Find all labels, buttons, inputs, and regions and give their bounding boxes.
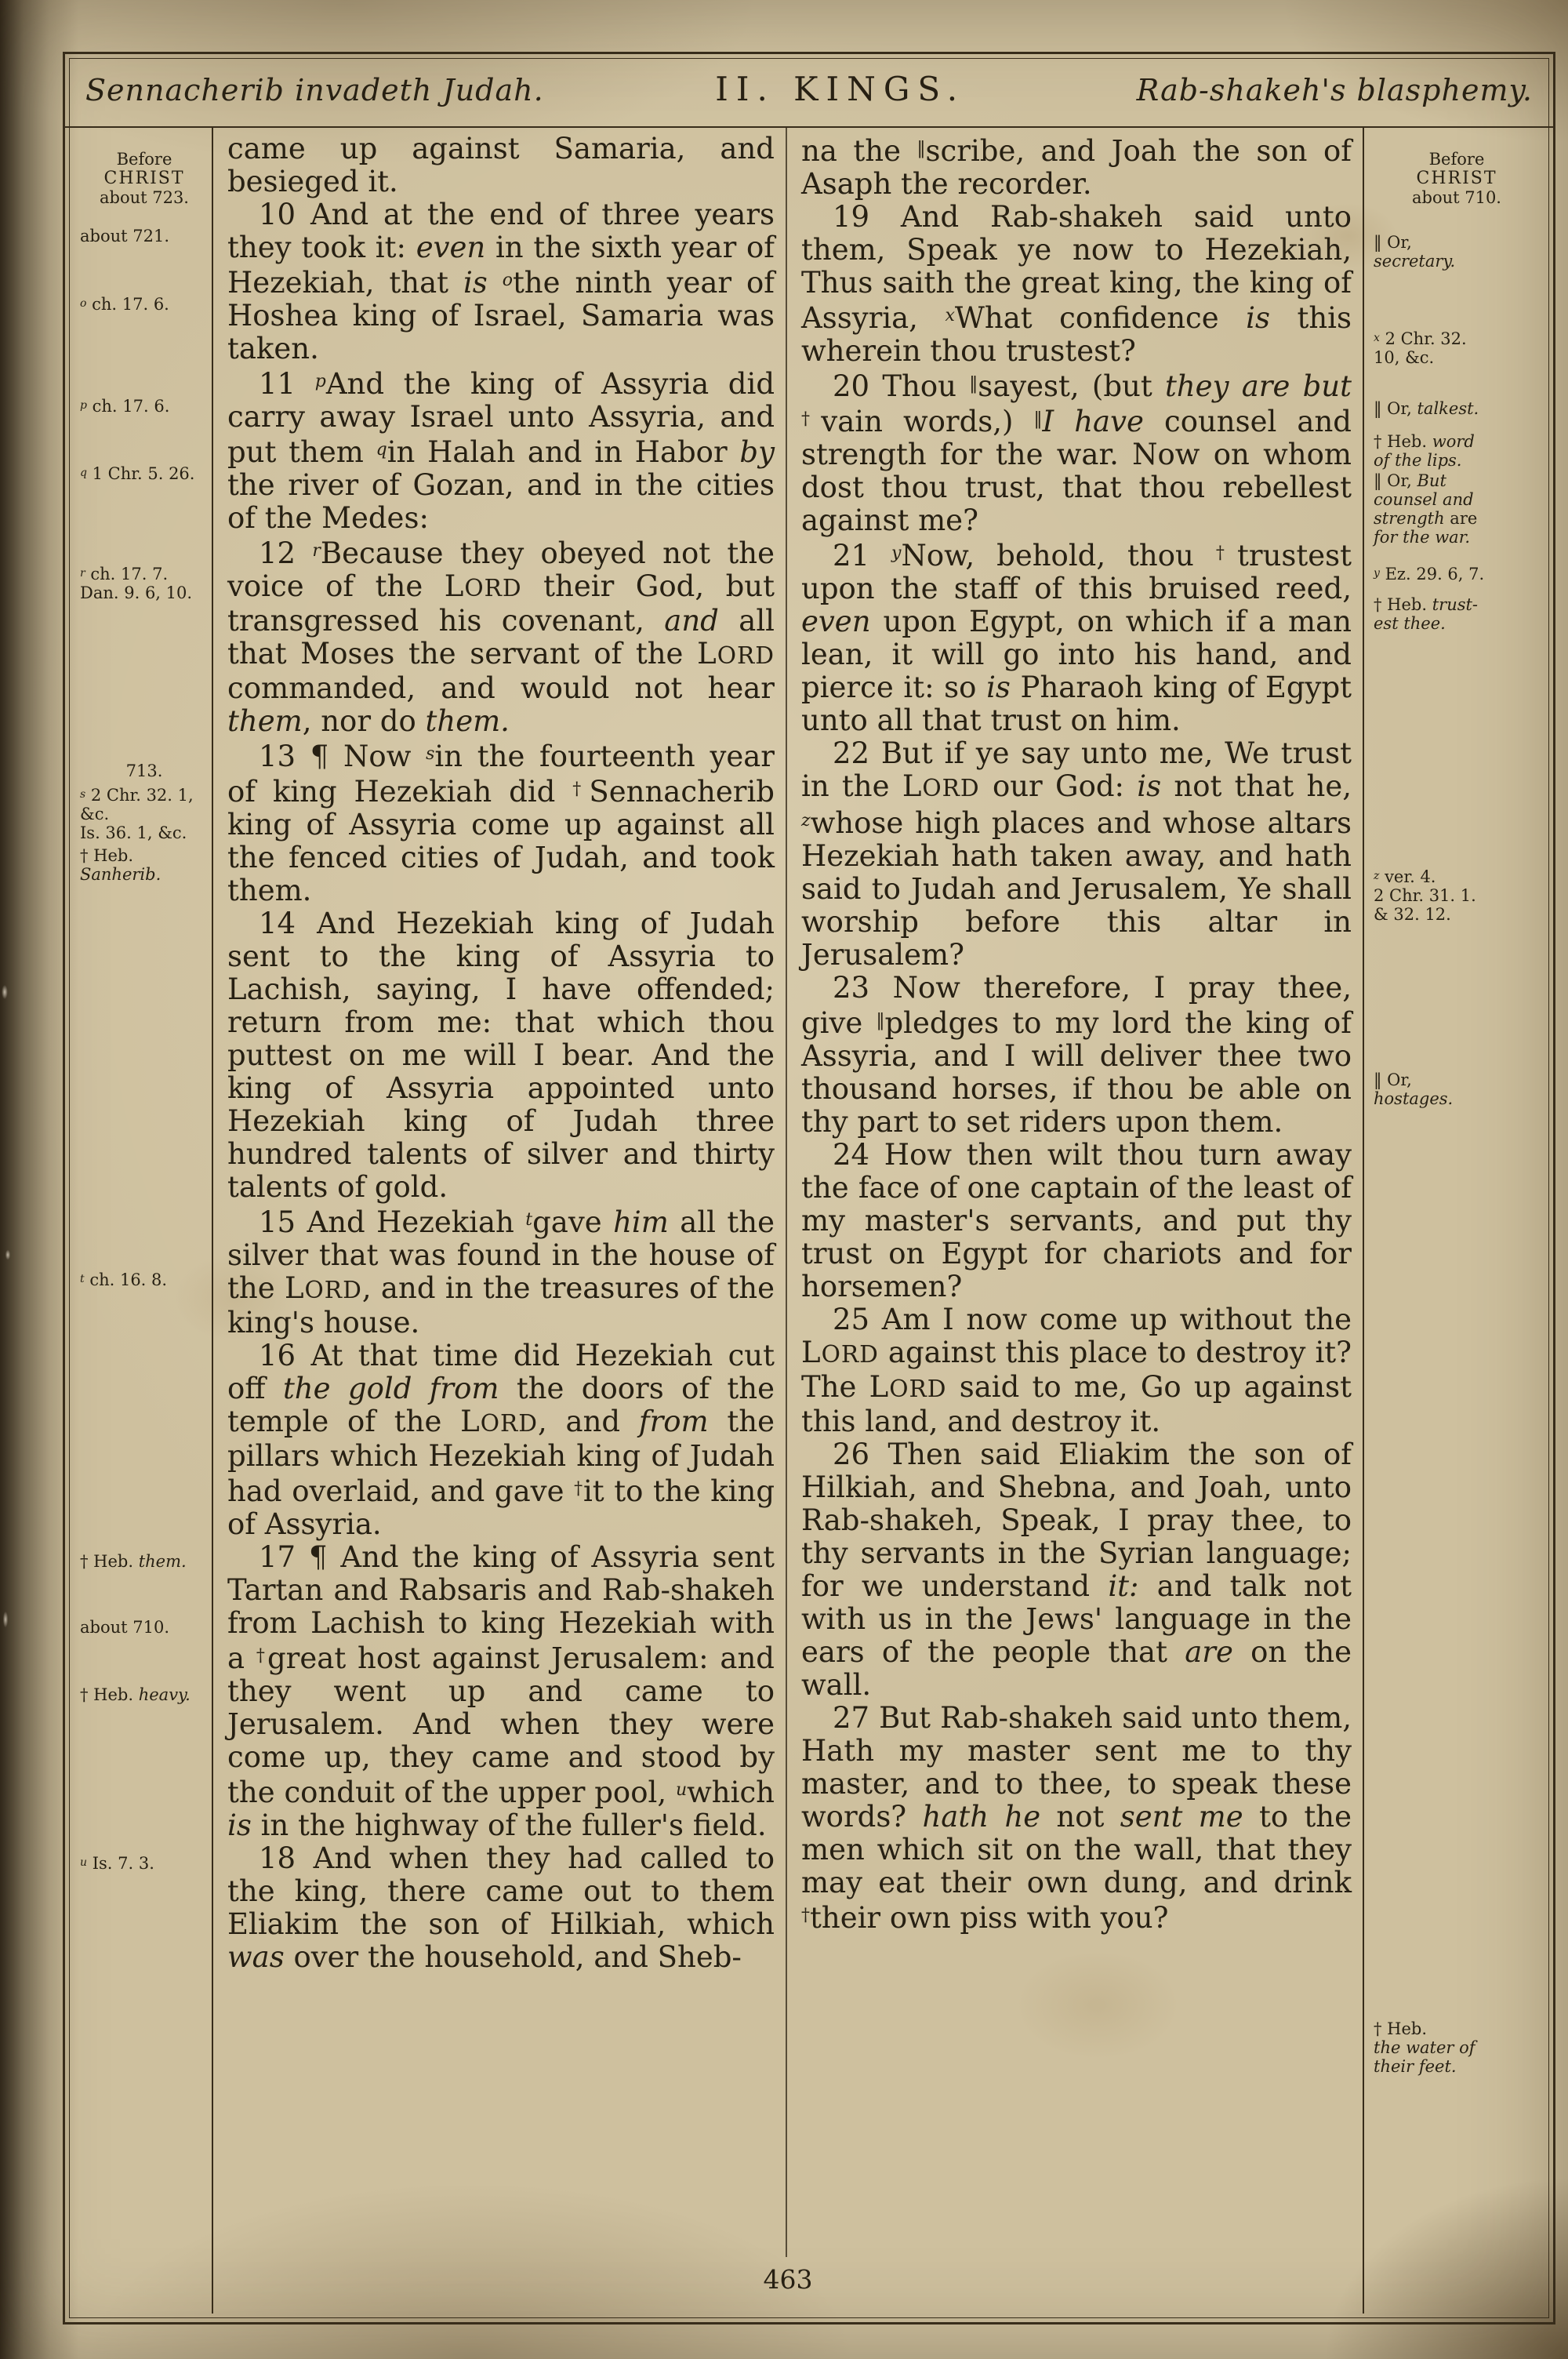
verse-paragraph: 20 Thou ‖sayest, (but they are but †vain words,) ‖I have counsel and strength for the war. Now on whom dost thou trust, that thou rebellest against me? — [801, 369, 1352, 537]
margin-note: about 710. — [80, 1618, 170, 1637]
verse-paragraph: came up against Samaria, and besieged it. — [227, 132, 775, 198]
margin-note: $^x$ 2 Chr. 32. 10, &c. — [1374, 329, 1467, 367]
verse-paragraph: 19 And Rab-shakeh said unto them, Speak ye now to Hezekiah, Thus saith the great king, the king of Assyria, $^x$What confidence is this wherein thou trustest? — [801, 200, 1352, 368]
margin-note: ‖ Or, secretary. — [1374, 233, 1456, 271]
margin-note: $^s$ 2 Chr. 32. 1, &c. Is. 36. 1, &c. — [80, 786, 194, 842]
left-text-column — [213, 128, 786, 2314]
margin-note: † Heb. Sanherib. — [80, 846, 162, 884]
margin-note: about 721. — [80, 227, 170, 245]
margin-note: $^z$ ver. 4. 2 Chr. 31. 1. & 32. 12. — [1374, 867, 1476, 924]
margin-note: $^q$ 1 Chr. 5. 26. — [80, 464, 195, 483]
verse-paragraph: 12 $^r$Because they obeyed not the voice of the LORD their God, but transgressed his covenant, and all that Moses the servant of the LORD commanded, and would not hear them, nor do them. — [227, 536, 775, 738]
margin-note: † Heb. them. — [80, 1552, 187, 1571]
margin-note: ‖ Or, But counsel and strength are for the war. — [1374, 471, 1478, 547]
margin-note: Before CHRIST about 710. — [1411, 150, 1501, 207]
verse-paragraph: 23 Now therefore, I pray thee, give ‖pledges to my lord the king of Assyria, and I will deliver thee two thousand horses, if thou be able on thy part to set riders upon them. — [801, 971, 1352, 1139]
right-margin-notes — [1364, 128, 1544, 2314]
margin-note: ‖ Or, talkest. — [1374, 399, 1479, 418]
verse-paragraph: 25 Am I now come up without the LORD against this place to destroy it? The LORD said to me, Go up against this land, and destroy it. — [801, 1303, 1352, 1438]
verse-paragraph: 22 But if ye say unto me, We trust in the LORD our God: is not that he, $^z$whose high places and whose altars Hezekiah hath taken away, and hath said to Judah and Jerusalem, Ye shall worship before this altar in Jerusalem? — [801, 736, 1352, 972]
margin-note: ‖ Or, hostages. — [1374, 1070, 1454, 1108]
right-text-column — [787, 128, 1363, 2314]
verse-paragraph: na the ‖scribe, and Joah the son of Asaph the recorder. — [801, 134, 1352, 201]
verse-paragraph: 18 And when they had called to the king, there came out to them Eliakim the son of Hilkiah, which was over the household, and Sheb- — [227, 1841, 775, 1974]
margin-note: † Heb. heavy. — [80, 1685, 191, 1704]
margin-note: Before CHRIST about 723. — [99, 150, 189, 207]
left-margin-notes — [74, 128, 212, 2314]
margin-note: $^r$ ch. 17. 7. Dan. 9. 6, 10. — [80, 565, 193, 602]
verse-paragraph: 14 And Hezekiah king of Judah sent to the king of Assyria to Lachish, saying, I have offended; return from me: that which thou puttest on me will I bear. And the king of Assyria appointed unto Hezekiah king of Judah three hundred talents of silver and thirty talents of gold. — [227, 907, 775, 1204]
margin-note: † Heb. word of the lips. — [1374, 432, 1475, 470]
margin-note: $^u$ Is. 7. 3. — [80, 1854, 154, 1873]
verse-paragraph: 27 But Rab-shakeh said unto them, Hath my master sent me to thy master, and to thee, to speak these words? hath he not sent me to the men which sit on the wall, that they may eat their own dung, and drink †their own piss with you? — [801, 1701, 1352, 1935]
margin-note: $^t$ ch. 16. 8. — [80, 1270, 168, 1289]
verse-paragraph: 11 $^p$And the king of Assyria did carry away Israel unto Assyria, and put them $^q$in Halah and in Habor by the river of Gozan, and in the cities of the Medes: — [227, 367, 775, 535]
running-head-right: Rab-shakeh's blasphemy. — [1136, 73, 1533, 107]
verse-paragraph: 17 ¶ And the king of Assyria sent Tartan and Rabsaris and Rab-shakeh from Lachish to king Hezekiah with a †great host against Jerusalem: and they went up and came to Jerusalem. And when they were come up, they came and stood by the conduit of the upper pool, $^u$which is in the highway of the fuller's field. — [227, 1540, 775, 1842]
margin-note: $^o$ ch. 17. 6. — [80, 295, 169, 314]
margin-note: $^p$ ch. 17. 6. — [80, 397, 170, 416]
verse-paragraph: 26 Then said Eliakim the son of Hilkiah, and Shebna, and Joah, unto Rab-shakeh, Speak, I pray thee, to thy servants in the Syrian language; for we understand it: and talk not with us in the Jews' language in the ears of the people that are on the wall. — [801, 1438, 1352, 1702]
margin-note: † Heb. trust- est thee. — [1374, 595, 1479, 633]
running-head-left: Sennacherib invadeth Judah. — [85, 73, 544, 107]
running-head-title: II. KINGS. — [715, 70, 966, 108]
page-content — [74, 128, 1544, 2314]
verse-paragraph: 21 $^y$Now, behold, thou †trustest upon the staff of this bruised reed, even upon Egypt, on which if a man lean, it will go into his hand, and pierce it: so is Pharaoh king of Egypt unto all that trust on him. — [801, 539, 1352, 737]
verse-paragraph: 16 At that time did Hezekiah cut off the gold from the doors of the temple of the LORD, and from the pillars which Hezekiah king of Judah had overlaid, and gave †it to the king of Assyria. — [227, 1339, 775, 1541]
margin-note: † Heb. the water of their feet. — [1374, 2019, 1475, 2076]
verse-paragraph: 24 How then wilt thou turn away the face of one captain of the least of my master's servants, and put thy trust on Egypt for chariots and for horsemen? — [801, 1138, 1352, 1303]
running-head — [85, 70, 1533, 108]
verse-paragraph: 13 ¶ Now $^s$in the fourteenth year of king Hezekiah did †Sennacherib king of Assyria come up against all the fenced cities of Judah, and took them. — [227, 740, 775, 907]
margin-note: $^y$ Ez. 29. 6, 7. — [1374, 565, 1485, 583]
page-number: 463 — [763, 2264, 813, 2295]
verse-paragraph: 15 And Hezekiah $^t$gave him all the silver that was found in the house of the LORD, and in the treasures of the king's house. — [227, 1205, 775, 1339]
verse-paragraph: 10 And at the end of three years they took it: even in the sixth year of Hezekiah, that is $^o$the ninth year of Hoshea king of Israel, Samaria was taken. — [227, 198, 775, 365]
margin-note: 713. — [125, 761, 163, 780]
page-frame — [63, 52, 1555, 2324]
